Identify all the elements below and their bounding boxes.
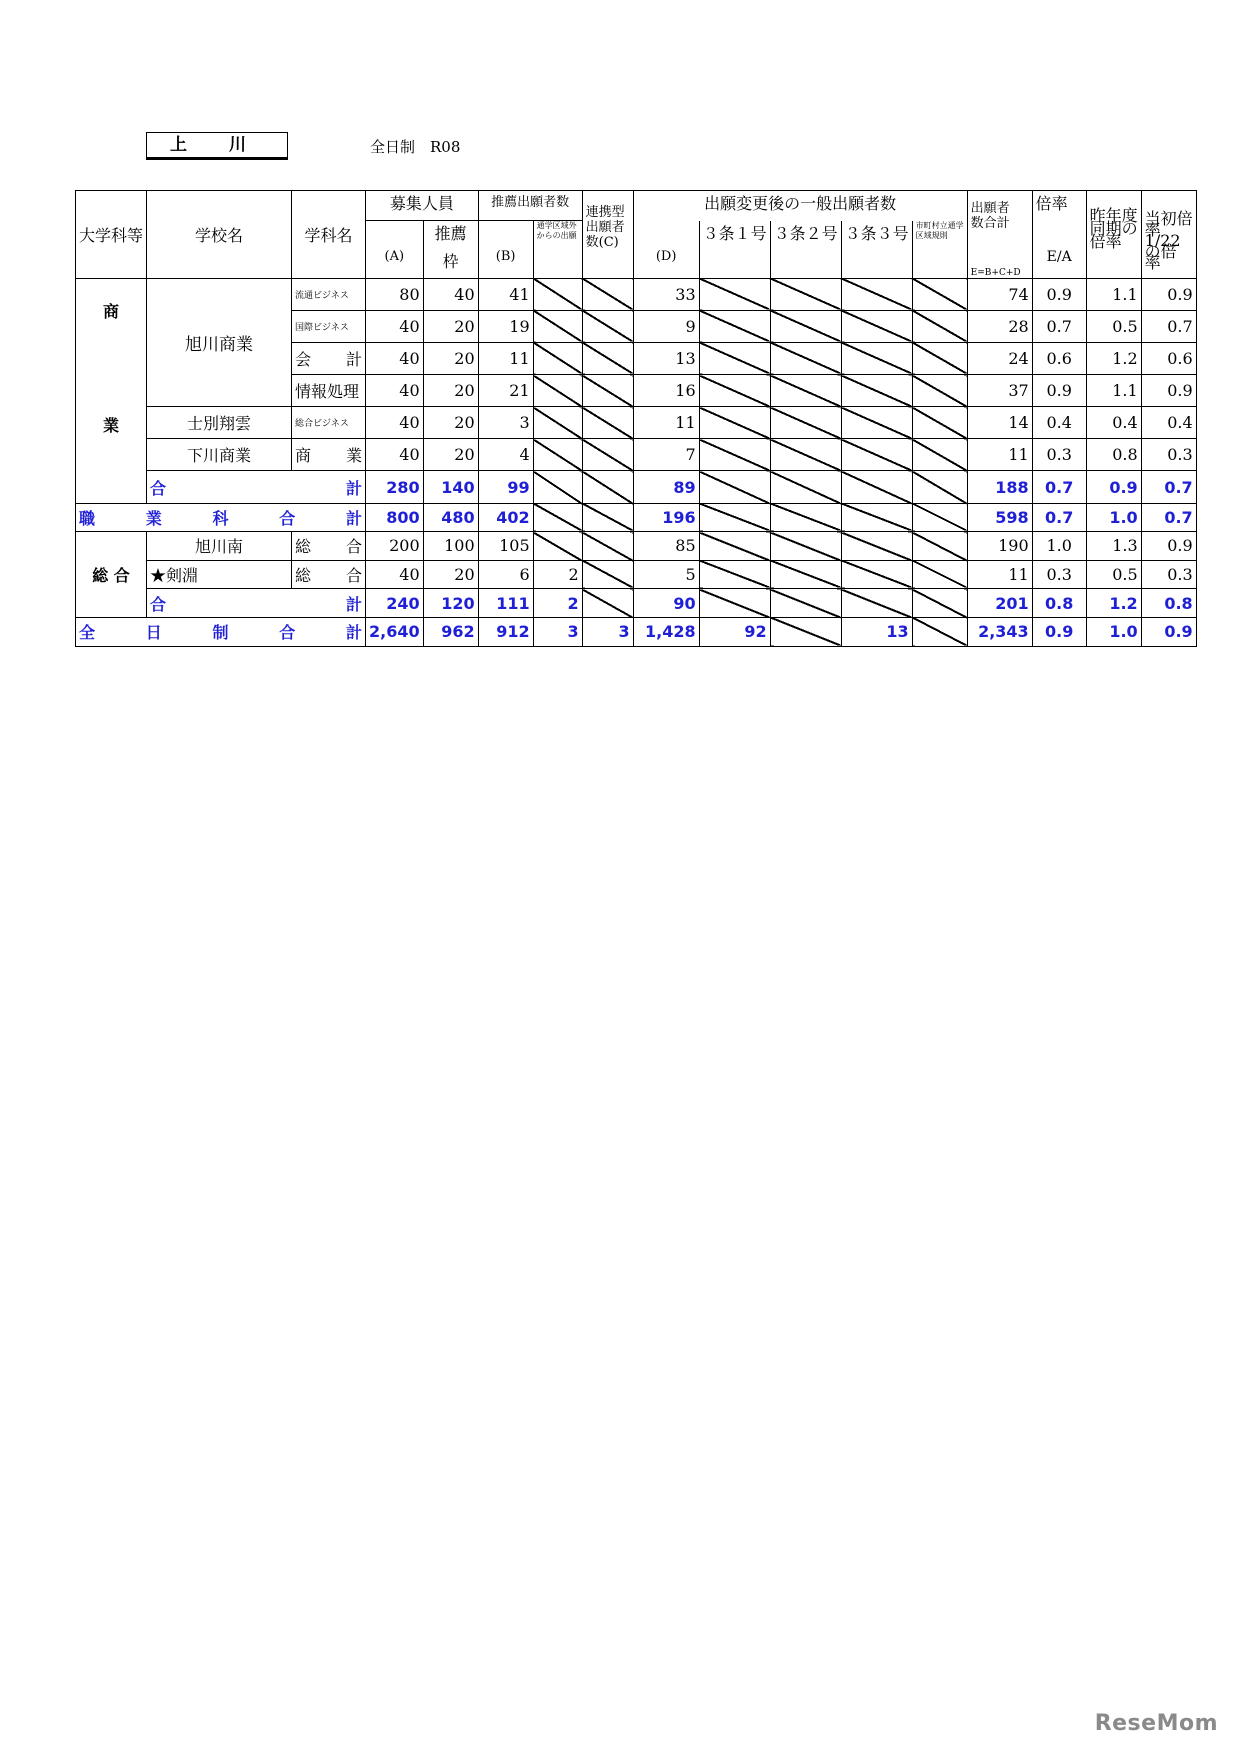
total-label-char: 合 xyxy=(279,508,296,528)
cell-b: 19 xyxy=(478,310,533,342)
cell-empty xyxy=(699,310,770,342)
cell-ratio: 0.9 xyxy=(1032,278,1086,310)
cell-initial: 0.9 xyxy=(1141,375,1196,407)
cell-frame: 20 xyxy=(423,310,478,342)
cell-empty xyxy=(912,471,967,503)
subtotal-label xyxy=(147,471,366,503)
cell-last-year: 0.9 xyxy=(1086,471,1141,503)
cell-empty xyxy=(533,407,582,439)
category-commerce-char2: 業 xyxy=(103,415,120,435)
header-total-formula: E=B+C+D xyxy=(967,249,1032,278)
total-label-char: 計 xyxy=(346,623,363,643)
cell-ratio: 0.4 xyxy=(1032,407,1086,439)
cell-b: 111 xyxy=(478,589,533,618)
cell-ratio: 0.6 xyxy=(1032,342,1086,374)
cell-last-year: 0.4 xyxy=(1086,407,1141,439)
cell-empty xyxy=(582,375,633,407)
cell-empty xyxy=(533,439,582,471)
cell-empty xyxy=(770,407,841,439)
cell-empty xyxy=(912,278,967,310)
cell-frame: 20 xyxy=(423,560,478,589)
header-out-of-district: 通学区域外からの出願 xyxy=(533,221,582,279)
cell-empty xyxy=(770,617,841,646)
cell-ratio: 0.8 xyxy=(1032,589,1086,618)
cell-initial: 0.7 xyxy=(1141,471,1196,503)
subtotal-label xyxy=(147,589,366,618)
cell-empty xyxy=(582,278,633,310)
cell-a: 280 xyxy=(366,471,424,503)
school-name: 下川商業 xyxy=(147,439,292,471)
cell-empty xyxy=(841,532,912,561)
cell-empty xyxy=(699,407,770,439)
cell-d: 196 xyxy=(633,503,699,532)
dept-name-char: 合 xyxy=(346,537,363,557)
cell-empty xyxy=(699,589,770,618)
cell-ratio: 0.3 xyxy=(1032,560,1086,589)
cell-b: 99 xyxy=(478,471,533,503)
cell-empty xyxy=(841,375,912,407)
cell-frame: 120 xyxy=(423,589,478,618)
header-school: 学校名 xyxy=(147,191,292,279)
header-linked-line2: 出願者 xyxy=(585,220,625,235)
cell-e: 2,343 xyxy=(967,617,1032,646)
cell-e: 37 xyxy=(967,375,1032,407)
cell-out-of-district: 2 xyxy=(533,589,582,618)
table-row xyxy=(76,439,1197,471)
header-rec-b: (B) xyxy=(478,249,533,278)
cell-empty xyxy=(699,278,770,310)
cell-a: 40 xyxy=(366,310,424,342)
dept-name: 総合ビジネス xyxy=(292,407,366,439)
cell-empty xyxy=(533,532,582,561)
dept-name xyxy=(292,342,366,374)
cell-b: 6 xyxy=(478,560,533,589)
cell-empty xyxy=(912,503,967,532)
cell-initial: 0.9 xyxy=(1141,278,1196,310)
cell-d: 16 xyxy=(633,375,699,407)
table-row xyxy=(76,407,1197,439)
header-art3-3: ３条３号 xyxy=(841,221,912,279)
cell-empty xyxy=(582,471,633,503)
cell-empty xyxy=(770,589,841,618)
cell-frame: 40 xyxy=(423,278,478,310)
header-total-line2: 数合計 xyxy=(970,216,1010,231)
cell-empty xyxy=(912,310,967,342)
cell-empty xyxy=(841,560,912,589)
cell-ratio: 1.0 xyxy=(1032,532,1086,561)
cell-a: 80 xyxy=(366,278,424,310)
cell-a: 40 xyxy=(366,407,424,439)
cell-a: 40 xyxy=(366,439,424,471)
category-commerce-char1: 商 xyxy=(103,301,120,321)
cell-initial: 0.7 xyxy=(1141,503,1196,532)
cell-frame: 480 xyxy=(423,503,478,532)
cell-ratio: 0.7 xyxy=(1032,471,1086,503)
cell-empty xyxy=(582,589,633,618)
cell-frame: 140 xyxy=(423,471,478,503)
cell-empty xyxy=(582,503,633,532)
dept-name xyxy=(292,532,366,561)
dept-name xyxy=(292,439,366,471)
cell-a: 200 xyxy=(366,532,424,561)
table-row-subtotal xyxy=(76,589,1197,618)
header-ratio-formula: E/A xyxy=(1032,249,1086,278)
cell-last-year: 1.3 xyxy=(1086,532,1141,561)
cell-last-year: 1.2 xyxy=(1086,342,1141,374)
table-row-vocational-total xyxy=(76,503,1197,532)
cell-frame: 100 xyxy=(423,532,478,561)
category-general: 総 合 xyxy=(76,532,147,618)
total-label-char: 科 xyxy=(212,508,229,528)
cell-empty xyxy=(912,532,967,561)
school-name: 士別翔雲 xyxy=(147,407,292,439)
cell-empty xyxy=(770,375,841,407)
dept-name-char: 総 xyxy=(295,566,312,586)
cell-empty xyxy=(770,278,841,310)
cell-last-year: 1.0 xyxy=(1086,503,1141,532)
cell-a: 40 xyxy=(366,375,424,407)
cell-empty xyxy=(699,439,770,471)
table-row xyxy=(76,532,1197,561)
cell-ratio: 0.9 xyxy=(1032,617,1086,646)
region-title: 上 川 xyxy=(146,132,288,160)
cell-last-year: 0.5 xyxy=(1086,310,1141,342)
header-recommend-frame: 推薦 xyxy=(423,221,478,250)
header-ratio: 倍率 xyxy=(1032,191,1086,250)
cell-empty xyxy=(582,560,633,589)
total-label-char: 日 xyxy=(145,623,162,643)
dept-name-char: 商 xyxy=(295,446,312,466)
cell-empty xyxy=(770,471,841,503)
cell-c: 3 xyxy=(582,617,633,646)
cell-empty xyxy=(841,439,912,471)
cell-ratio: 0.7 xyxy=(1032,503,1086,532)
cell-empty xyxy=(770,439,841,471)
cell-initial: 0.8 xyxy=(1141,589,1196,618)
dept-name: 国際ビジネス xyxy=(292,310,366,342)
vocational-total-label xyxy=(76,503,366,532)
cell-ratio: 0.3 xyxy=(1032,439,1086,471)
total-label-char: 職 xyxy=(79,508,96,528)
header-last-year: 昨年度同期の倍率 xyxy=(1086,191,1141,279)
header-art3-1: ３条１号 xyxy=(699,221,770,279)
cell-empty xyxy=(841,407,912,439)
cell-empty xyxy=(912,560,967,589)
cell-initial: 0.6 xyxy=(1141,342,1196,374)
total-label-char: 業 xyxy=(145,508,162,528)
cell-frame: 20 xyxy=(423,407,478,439)
cell-art3-3: 13 xyxy=(841,617,912,646)
school-name: 旭川商業 xyxy=(147,278,292,407)
cell-d: 90 xyxy=(633,589,699,618)
cell-frame: 20 xyxy=(423,375,478,407)
cell-initial: 0.3 xyxy=(1141,439,1196,471)
cell-b: 912 xyxy=(478,617,533,646)
cell-last-year: 1.0 xyxy=(1086,617,1141,646)
cell-d: 5 xyxy=(633,560,699,589)
cell-empty xyxy=(841,342,912,374)
cell-empty xyxy=(533,278,582,310)
dept-name xyxy=(292,560,366,589)
subtotal-label-char: 計 xyxy=(346,478,363,498)
cell-d: 33 xyxy=(633,278,699,310)
cell-empty xyxy=(699,560,770,589)
dept-name: 情報処理 xyxy=(292,375,366,407)
cell-empty xyxy=(912,375,967,407)
cell-empty xyxy=(582,310,633,342)
total-label-char: 合 xyxy=(279,623,296,643)
cell-frame: 20 xyxy=(423,439,478,471)
dept-name-char: 計 xyxy=(346,349,363,369)
header-general-d: (D) xyxy=(633,249,699,278)
header-dept: 学科名 xyxy=(292,191,366,279)
cell-ratio: 0.9 xyxy=(1032,375,1086,407)
cell-e: 190 xyxy=(967,532,1032,561)
dept-name: 流通ビジネス xyxy=(292,278,366,310)
cell-d: 9 xyxy=(633,310,699,342)
cell-initial: 0.4 xyxy=(1141,407,1196,439)
cell-initial: 0.7 xyxy=(1141,310,1196,342)
cell-empty xyxy=(582,342,633,374)
cell-e: 11 xyxy=(967,439,1032,471)
header-linked xyxy=(582,191,633,279)
cell-empty xyxy=(770,503,841,532)
total-label-char: 計 xyxy=(346,508,363,528)
cell-a: 40 xyxy=(366,560,424,589)
cell-d: 11 xyxy=(633,407,699,439)
cell-empty xyxy=(533,342,582,374)
header-recruit: 募集人員 xyxy=(366,191,479,221)
subtotal-label-char: 計 xyxy=(346,594,363,614)
cell-b: 105 xyxy=(478,532,533,561)
cell-empty xyxy=(582,407,633,439)
dept-name-char: 合 xyxy=(346,566,363,586)
cell-initial: 0.9 xyxy=(1141,532,1196,561)
cell-e: 28 xyxy=(967,310,1032,342)
cell-empty xyxy=(770,532,841,561)
header-linked-line1: 連携型 xyxy=(585,205,625,220)
cell-e: 74 xyxy=(967,278,1032,310)
cell-empty xyxy=(770,560,841,589)
cell-a: 40 xyxy=(366,342,424,374)
header-category: 大学科等 xyxy=(76,191,147,279)
cell-a: 800 xyxy=(366,503,424,532)
cell-d: 89 xyxy=(633,471,699,503)
cell-b: 3 xyxy=(478,407,533,439)
header-recruit-a: (A) xyxy=(366,249,424,278)
cell-initial: 0.3 xyxy=(1141,560,1196,589)
table-row xyxy=(76,278,1197,310)
header-linked-line3: 数(C) xyxy=(585,235,619,250)
cell-out-of-district: 3 xyxy=(533,617,582,646)
cell-d: 1,428 xyxy=(633,617,699,646)
cell-empty xyxy=(699,532,770,561)
cell-e: 201 xyxy=(967,589,1032,618)
header-art3-2: ３条２号 xyxy=(770,221,841,279)
cell-empty xyxy=(841,589,912,618)
table-row-grand-total xyxy=(76,617,1197,646)
header-recommend-frame-2: 枠 xyxy=(423,249,478,278)
header-total xyxy=(967,191,1032,250)
cell-last-year: 0.5 xyxy=(1086,560,1141,589)
dept-name-char: 業 xyxy=(346,446,363,466)
header-total-line1: 出願者 xyxy=(970,201,1010,216)
cell-b: 11 xyxy=(478,342,533,374)
cell-empty xyxy=(912,407,967,439)
cell-empty xyxy=(582,439,633,471)
schedule-subtitle: 全日制 R08 xyxy=(370,138,461,156)
cell-a: 2,640 xyxy=(366,617,424,646)
cell-e: 11 xyxy=(967,560,1032,589)
cell-empty xyxy=(912,342,967,374)
cell-e: 188 xyxy=(967,471,1032,503)
cell-empty xyxy=(699,342,770,374)
cell-empty xyxy=(699,503,770,532)
subtotal-label-char: 合 xyxy=(150,478,167,498)
header-rec-applicants: 推薦出願者数 xyxy=(478,191,582,221)
cell-empty xyxy=(582,532,633,561)
table-row-subtotal xyxy=(76,471,1197,503)
cell-b: 21 xyxy=(478,375,533,407)
table-row xyxy=(76,560,1197,589)
cell-ratio: 0.7 xyxy=(1032,310,1086,342)
cell-empty xyxy=(912,589,967,618)
total-label-char: 全 xyxy=(79,623,96,643)
cell-out-of-district: 2 xyxy=(533,560,582,589)
total-label-char: 制 xyxy=(212,623,229,643)
cell-frame: 962 xyxy=(423,617,478,646)
cell-empty xyxy=(841,471,912,503)
cell-b: 4 xyxy=(478,439,533,471)
cell-d: 13 xyxy=(633,342,699,374)
cell-last-year: 0.8 xyxy=(1086,439,1141,471)
cell-empty xyxy=(912,617,967,646)
subtotal-label-char: 合 xyxy=(150,594,167,614)
cell-empty xyxy=(770,342,841,374)
cell-empty xyxy=(533,310,582,342)
cell-d: 7 xyxy=(633,439,699,471)
cell-empty xyxy=(533,375,582,407)
cell-empty xyxy=(533,503,582,532)
application-table xyxy=(75,190,1197,647)
cell-last-year: 1.1 xyxy=(1086,278,1141,310)
cell-b: 41 xyxy=(478,278,533,310)
grand-total-label xyxy=(76,617,366,646)
cell-b: 402 xyxy=(478,503,533,532)
dept-name-char: 会 xyxy=(295,349,312,369)
category-commerce xyxy=(76,278,147,503)
cell-e: 598 xyxy=(967,503,1032,532)
cell-initial: 0.9 xyxy=(1141,617,1196,646)
cell-empty xyxy=(912,439,967,471)
cell-empty xyxy=(770,310,841,342)
cell-last-year: 1.2 xyxy=(1086,589,1141,618)
cell-empty xyxy=(841,503,912,532)
cell-e: 24 xyxy=(967,342,1032,374)
header-municipal: 市町村立通学区域規則 xyxy=(912,221,967,279)
cell-last-year: 1.1 xyxy=(1086,375,1141,407)
cell-frame: 20 xyxy=(423,342,478,374)
school-name: 旭川南 xyxy=(147,532,292,561)
cell-e: 14 xyxy=(967,407,1032,439)
header-initial: 当初倍率 1/22 の倍 率 xyxy=(1141,191,1196,279)
cell-a: 240 xyxy=(366,589,424,618)
cell-empty xyxy=(533,471,582,503)
dept-name-char: 総 xyxy=(295,537,312,557)
cell-empty xyxy=(699,375,770,407)
cell-empty xyxy=(841,310,912,342)
cell-art3-1: 92 xyxy=(699,617,770,646)
header-general: 出願変更後の一般出願者数 xyxy=(633,191,967,221)
watermark-logo: ReseMom xyxy=(1094,1711,1218,1736)
cell-d: 85 xyxy=(633,532,699,561)
cell-empty xyxy=(841,278,912,310)
school-name: ★剣淵 xyxy=(147,560,292,589)
cell-empty xyxy=(699,471,770,503)
